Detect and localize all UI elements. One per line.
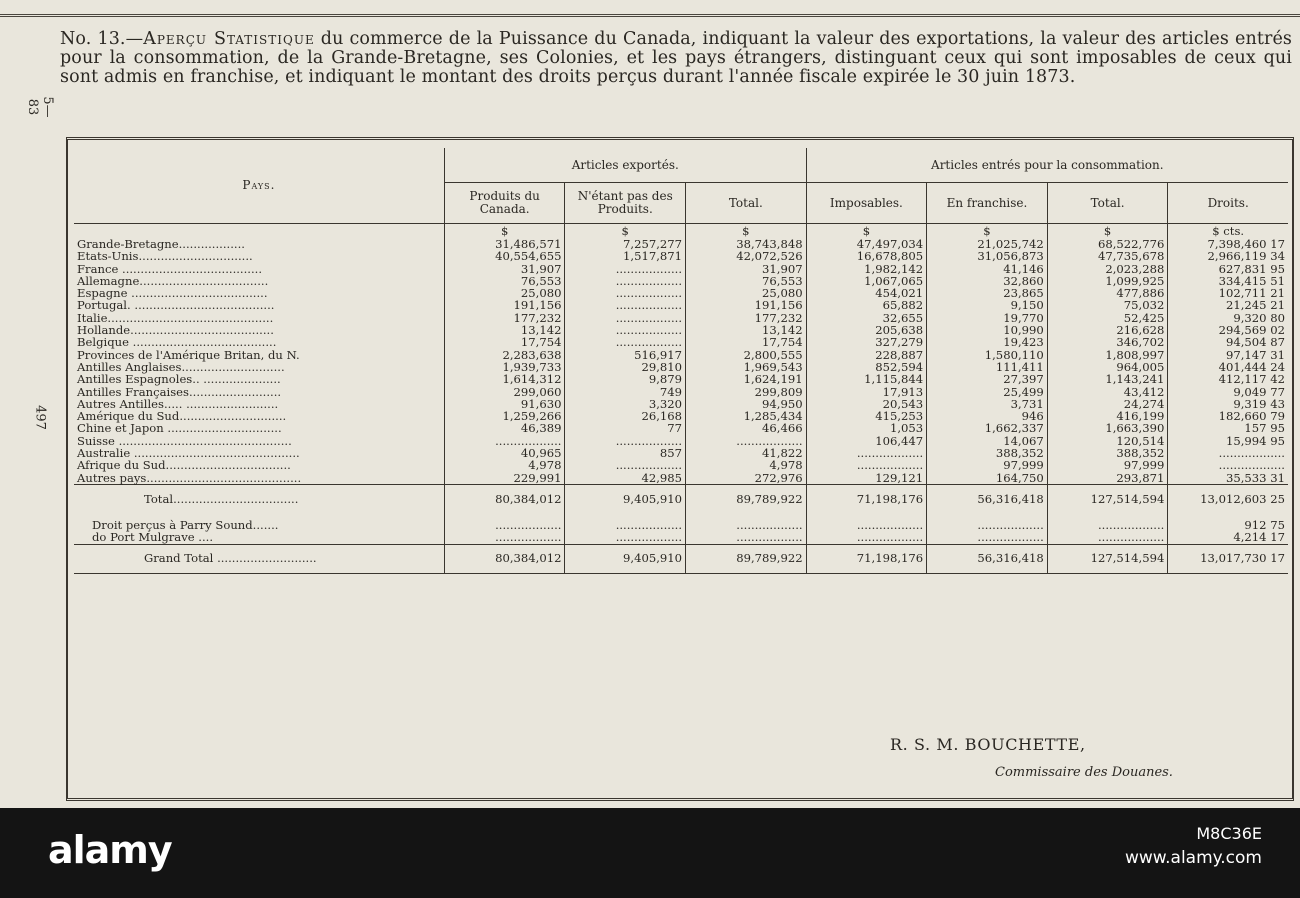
table-body [74,224,1288,574]
row-label: Afrique du Sud.................................. [77,458,291,473]
cell: 25,080 [444,287,565,299]
cell: .................. [1168,447,1288,459]
cell: .................. [565,263,686,275]
cell: 41,822 [686,447,807,459]
cell: .................. [565,275,686,287]
cell: 75,032 [1047,299,1168,311]
cell: 1,624,191 [686,373,807,385]
cell: 20,543 [806,398,927,410]
cell: 65,882 [806,299,927,311]
row-label: France ...................................... [77,261,263,276]
cell: 27,397 [927,373,1048,385]
cell: 127,514,594 [1047,484,1168,513]
cell: .................. [444,519,565,531]
row-label: Amérique du Sud............................. [77,409,287,424]
cell: 42,985 [565,472,686,485]
stock-logo: alamy [48,828,172,872]
header-pays: Pays. [74,148,444,224]
cell: 15,994 95 [1168,435,1288,447]
cell: 1,808,997 [1047,349,1168,361]
cell: 97,999 [927,459,1048,471]
cell: 1,982,142 [806,263,927,275]
cell: 25,499 [927,386,1048,398]
table-row [74,422,1288,434]
stock-info [1125,822,1262,870]
cell: 77 [565,422,686,434]
sub-header: N'étant pas des Produits. [565,183,686,224]
cell: 9,879 [565,373,686,385]
cell: 477,886 [1047,287,1168,299]
cell: 1,662,337 [927,422,1048,434]
cell: 272,976 [686,472,807,485]
cell: 334,415 51 [1168,275,1288,287]
table-row [74,459,1288,471]
cell: 111,411 [927,361,1048,373]
cell: .................. [927,519,1048,531]
cell: 946 [927,410,1048,422]
cell: 17,754 [444,336,565,348]
trade-statistics-table [74,148,1288,574]
cell: 89,789,922 [686,484,807,513]
cell: 516,917 [565,349,686,361]
sub-header: En franchise. [927,183,1048,224]
table-row [74,373,1288,385]
image-id: M8C36E [1196,824,1262,843]
sub-header: Total. [686,183,807,224]
cell: 21,245 21 [1168,299,1288,311]
cell: 52,425 [1047,312,1168,324]
cell: 71,198,176 [806,484,927,513]
cell: 76,553 [686,275,807,287]
caption-prefix: No. 13.— [60,29,144,49]
cell: 97,999 [1047,459,1168,471]
cell: $ [565,224,686,239]
row-label: Grande-Bretagne.................. [77,237,245,251]
cell: 13,142 [444,324,565,336]
cell: 454,021 [806,287,927,299]
cell: 1,939,733 [444,361,565,373]
row-label: Etats-Unis............................... [77,249,253,264]
row-label: Antilles Françaises......................... [77,384,282,399]
cell: .................. [1168,459,1288,471]
cell: 94,950 [686,398,807,410]
sub-header: Droits. [1168,183,1288,224]
row-label: Portugal. ...................................... [77,298,275,313]
header-group-exported: Articles exportés. [444,148,806,183]
cell: .................. [565,336,686,348]
cell: 388,352 [1047,447,1168,459]
cell: 46,466 [686,422,807,434]
stock-footer [0,808,1300,898]
row-label: Allemagne................................... [77,273,269,288]
row-label: Australie ............................................. [77,446,300,461]
row-label: Chine et Japon ............................... [77,421,282,436]
top-rule [0,0,1300,17]
cell: 191,156 [444,299,565,311]
cell: 38,743,848 [686,238,807,250]
cell: .................. [565,287,686,299]
cell: 24,274 [1047,398,1168,410]
table-row [74,299,1288,311]
cell: 294,569 02 [1168,324,1288,336]
cell: 91,630 [444,398,565,410]
cell: 56,316,418 [927,484,1048,513]
grand-total-row [74,544,1288,573]
header-group-entered: Articles entrés pour la consommation. [806,148,1288,183]
cell: 29,810 [565,361,686,373]
cell: .................. [686,435,807,447]
cell: .................. [444,531,565,544]
cell: 205,638 [806,324,927,336]
side-page-number: 497 [32,405,48,430]
cell: 177,232 [444,312,565,324]
row-label: Espagne ..................................... [77,286,268,301]
cell: 4,214 17 [1168,531,1288,544]
row-label: Hollande....................................... [77,323,274,338]
cell: 299,809 [686,386,807,398]
cell: $ [927,224,1048,239]
cell: 10,990 [927,324,1048,336]
cell: .................. [686,531,807,544]
cell: 97,147 31 [1168,349,1288,361]
cell: 2,800,555 [686,349,807,361]
cell: 1,580,110 [927,349,1048,361]
cell: 16,678,805 [806,250,927,262]
cell: 56,316,418 [927,544,1048,573]
cell: .................. [444,435,565,447]
row-label: Provinces de l'Amérique Britan, du N. [77,347,300,362]
cell: $ cts. [1168,224,1288,239]
cell: $ [806,224,927,239]
cell: 327,279 [806,336,927,348]
cell: 401,444 24 [1168,361,1288,373]
cell: 1,067,065 [806,275,927,287]
cell: 1,969,543 [686,361,807,373]
cell: 9,319 43 [1168,398,1288,410]
signature-name: R. S. M. BOUCHETTE, [890,735,1086,754]
cell: 1,143,241 [1047,373,1168,385]
table-frame [66,137,1294,801]
cell: 127,514,594 [1047,544,1168,573]
row-label: do Port Mulgrave .... [92,530,214,545]
cell: 47,497,034 [806,238,927,250]
cell: 102,711 21 [1168,287,1288,299]
cell: 40,965 [444,447,565,459]
cell: 2,023,288 [1047,263,1168,275]
cell: 1,259,266 [444,410,565,422]
row-label: Italie............................................. [77,310,274,325]
cell: .................. [565,519,686,531]
table-row [74,250,1288,262]
cell: .................. [565,299,686,311]
cell: 627,831 95 [1168,263,1288,275]
table-caption [60,30,1292,87]
cell: .................. [565,312,686,324]
table-row [74,336,1288,348]
cell: .................. [686,519,807,531]
sub-header: Total. [1047,183,1168,224]
cell: 46,389 [444,422,565,434]
cell: .................. [565,435,686,447]
cell: .................. [565,531,686,544]
cell: 3,320 [565,398,686,410]
cell: 182,660 79 [1168,410,1288,422]
cell: 26,168 [565,410,686,422]
cell: 25,080 [686,287,807,299]
cell: 40,554,655 [444,250,565,262]
cell: 43,412 [1047,386,1168,398]
cell: 9,320 80 [1168,312,1288,324]
cell: 412,117 42 [1168,373,1288,385]
cell: .................. [1047,531,1168,544]
cell: 80,384,012 [444,544,565,573]
cell: 47,735,678 [1047,250,1168,262]
cell: 4,978 [686,459,807,471]
cell: 299,060 [444,386,565,398]
cell: 21,025,742 [927,238,1048,250]
cell: 32,860 [927,275,1048,287]
cell: 9,405,910 [565,484,686,513]
cell: 17,913 [806,386,927,398]
cell: .................. [927,531,1048,544]
cell: 32,655 [806,312,927,324]
cell: 120,514 [1047,435,1168,447]
stock-url: www.alamy.com [1124,848,1262,868]
row-label: Antilles Anglaises............................ [77,359,285,374]
cell: 1,099,925 [1047,275,1168,287]
caption-title: Aperçu Statistique [143,29,315,49]
cell: 31,486,571 [444,238,565,250]
cell: 31,907 [444,263,565,275]
cell: 80,384,012 [444,484,565,513]
cell: 13,017,730 17 [1168,544,1288,573]
cell: 164,750 [927,472,1048,485]
cell: 19,770 [927,312,1048,324]
sub-header: Produits du Canada. [444,183,565,224]
cell: 749 [565,386,686,398]
cell: 106,447 [806,435,927,447]
cell: 19,423 [927,336,1048,348]
cell: 9,150 [927,299,1048,311]
cell: 42,072,526 [686,250,807,262]
row-label [74,224,444,239]
cell: 94,504 87 [1168,336,1288,348]
cell: 9,049 77 [1168,386,1288,398]
cell: 216,628 [1047,324,1168,336]
row-label: Total.................................. [74,484,444,513]
cell: 1,285,434 [686,410,807,422]
cell: 71,198,176 [806,544,927,573]
row-label: Droit perçus à Parry Sound....... [92,517,279,532]
cell: 2,283,638 [444,349,565,361]
cell: 416,199 [1047,410,1168,422]
total-row [74,484,1288,513]
row-label: Autres Antilles..... ......................... [77,396,279,411]
cell: .................. [806,531,927,544]
cell: 1,614,312 [444,373,565,385]
cell: 31,907 [686,263,807,275]
cell: 964,005 [1047,361,1168,373]
row-label: Belgique ....................................... [77,335,277,350]
cell: 228,887 [806,349,927,361]
cell: 41,146 [927,263,1048,275]
unit-row [74,224,1288,239]
row-label: Antilles Espagnoles.. ..................... [77,372,281,387]
cell: 7,257,277 [565,238,686,250]
cell: .................. [565,459,686,471]
cell: $ [1047,224,1168,239]
table-row [74,472,1288,485]
duty-row [74,531,1288,544]
cell: 23,865 [927,287,1048,299]
cell: 68,522,776 [1047,238,1168,250]
cell: $ [686,224,807,239]
row-label: Grand Total ........................... [74,544,444,573]
cell: 229,991 [444,472,565,485]
cell: .................. [806,519,927,531]
cell: 3,731 [927,398,1048,410]
cell: 31,056,873 [927,250,1048,262]
cell: 346,702 [1047,336,1168,348]
cell: 7,398,460 17 [1168,238,1288,250]
cell: 912 75 [1168,519,1288,531]
cell: 388,352 [927,447,1048,459]
cell: .................. [1047,519,1168,531]
cell: 177,232 [686,312,807,324]
cell: 13,012,603 25 [1168,484,1288,513]
cell: .................. [565,324,686,336]
cell: 129,121 [806,472,927,485]
cell: 4,978 [444,459,565,471]
cell: $ [444,224,565,239]
cell: 13,142 [686,324,807,336]
cell: 1,115,844 [806,373,927,385]
signature-title: Commissaire des Douanes. [995,765,1173,780]
cell: 1,517,871 [565,250,686,262]
row-label: Suisse ............................................... [77,433,292,448]
cell: 857 [565,447,686,459]
cell: 293,871 [1047,472,1168,485]
cell: 14,067 [927,435,1048,447]
side-mark-top: 5—83 [25,96,55,118]
cell: .................. [806,447,927,459]
cell: 157 95 [1168,422,1288,434]
cell: 76,553 [444,275,565,287]
cell: 1,053 [806,422,927,434]
cell: 191,156 [686,299,807,311]
cell: .................. [806,459,927,471]
cell: 415,253 [806,410,927,422]
caption-text: du commerce de la Puissance du Canada, indiquant la valeur des exportations, la valeur des articles entrés pour la consommation, de la Grande-Bretagne, ses Colonies, et les pays étrangers, distinguant ceux qui sont imposables de ceux qui sont admis en franchise, et indiquant le montant des droits perçus durant l'année fiscale expirée le 30 juin 1873. [60,29,1292,87]
table-row [74,386,1288,398]
cell: 852,594 [806,361,927,373]
cell: 17,754 [686,336,807,348]
sub-header: Imposables. [806,183,927,224]
cell: 1,663,390 [1047,422,1168,434]
row-label: Autres pays.......................................... [77,470,302,485]
cell: 2,966,119 34 [1168,250,1288,262]
cell: 9,405,910 [565,544,686,573]
cell: 89,789,922 [686,544,807,573]
cell: 35,533 31 [1168,472,1288,485]
